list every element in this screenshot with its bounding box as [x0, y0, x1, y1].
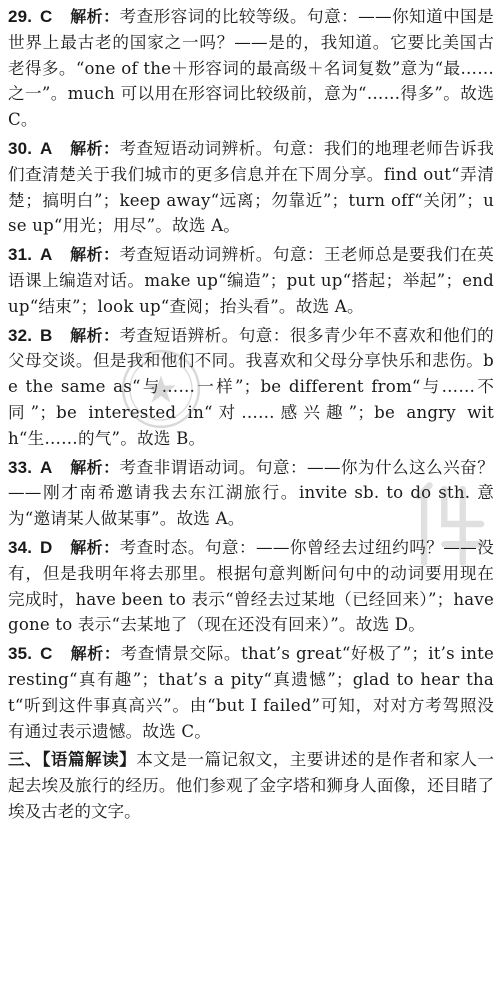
analysis-text: 考查形容词的比较等级。句意：——你知道中国是世界上最古老的国家之一吗？——是的，我知道。它要比美国古老得多。“one of the＋形容词的最高级＋名词复数”意为“最……之一”。much 可以用在形容词比较级前，意为“……得多”。故选 C。 — [8, 7, 494, 130]
analysis-label: 解析： — [70, 138, 120, 158]
question-number: 31. — [8, 245, 33, 265]
answer-letter: C — [39, 7, 53, 26]
analysis-label: 解析： — [70, 245, 120, 265]
analysis-label: 解析： — [70, 644, 121, 664]
answer-entry-30 — [8, 136, 494, 239]
answer-entry-34 — [8, 535, 494, 638]
answer-entry-31 — [8, 242, 494, 319]
section-title: 【语篇解读】 — [42, 750, 137, 770]
answer-letter: A — [39, 245, 53, 265]
analysis-label: 解析： — [70, 457, 120, 477]
analysis-text: 考查短语动词辨析。句意：王老师总是要我们在英语课上编造对话。make up“编造”；put up“搭起；举起”；end up“结束”；look up“查阅；抬头看”。故选 A。 — [8, 245, 494, 316]
answer-entry-35 — [8, 641, 494, 744]
answer-entry-32 — [8, 323, 494, 452]
question-number: 32. — [8, 325, 33, 345]
answer-letter: A — [39, 457, 53, 477]
question-number: 35. — [8, 644, 33, 664]
question-number: 34. — [8, 537, 33, 557]
section-number: 三、 — [8, 750, 43, 770]
answer-entry-29 — [8, 4, 494, 133]
analysis-label: 解析： — [70, 325, 120, 345]
answer-letter: C — [40, 644, 53, 664]
analysis-text: 考查短语辨析。句意：很多青少年不喜欢和他们的父母交谈。但是我和他们不同。我喜欢和父母分享快乐和悲伤。be the same as“与……一样”；be different from“与……不同”；be interested in“对……感兴趣”；be angry with“生……的气”。故选 B。 — [8, 325, 494, 448]
analysis-text: 考查短语动词辨析。句意：我们的地理老师告诉我们查清楚关于我们城市的更多信息并在下周分享。find out“弄清楚；搞明白”；keep away“远离；勿靠近”；turn off“关闭”；use up“用光；用尽”。故选 A。 — [8, 138, 494, 236]
answer-letter: D — [39, 537, 53, 557]
answer-letter: B — [39, 325, 53, 345]
question-number: 30. — [8, 138, 33, 158]
analysis-text: 考查情景交际。that’s great“好极了”；it’s interesting“真有趣”；that’s a pity“真遗憾”；glad to hear that“听到这件事真高兴”。由“but I failed”可知，对对方考驾照没有通过表示遗憾。故选 C。 — [8, 644, 494, 741]
analysis-label: 解析： — [70, 7, 120, 26]
analysis-label: 解析： — [70, 537, 120, 557]
question-number: 29. — [8, 7, 33, 26]
reading-section — [8, 747, 494, 824]
answer-entry-33 — [8, 455, 494, 532]
analysis-text: 考查非谓语动词。句意：——你为什么这么兴奋？——刚才南希邀请我去东江湖旅行。invite sb. to do sth. 意为“邀请某人做某事”。故选 A。 — [8, 457, 494, 529]
answer-letter: A — [39, 138, 53, 158]
analysis-text: 考查时态。句意：——你曾经去过纽约吗？——没有，但是我明年将去那里。根据句意判断问句中的动词要用现在完成时，have been to 表示“曾经去过某地（已经回来）”；have gone to 表示“去某地了（现在还没有回来）”。故选 D。 — [8, 537, 495, 635]
section-text: 本文是一篇记叙文，主要讲述的是作者和家人一起去埃及旅行的经历。他们参观了金字塔和狮身人面像，还目睹了埃及古老的文字。 — [8, 750, 495, 821]
question-number: 33. — [8, 457, 33, 477]
